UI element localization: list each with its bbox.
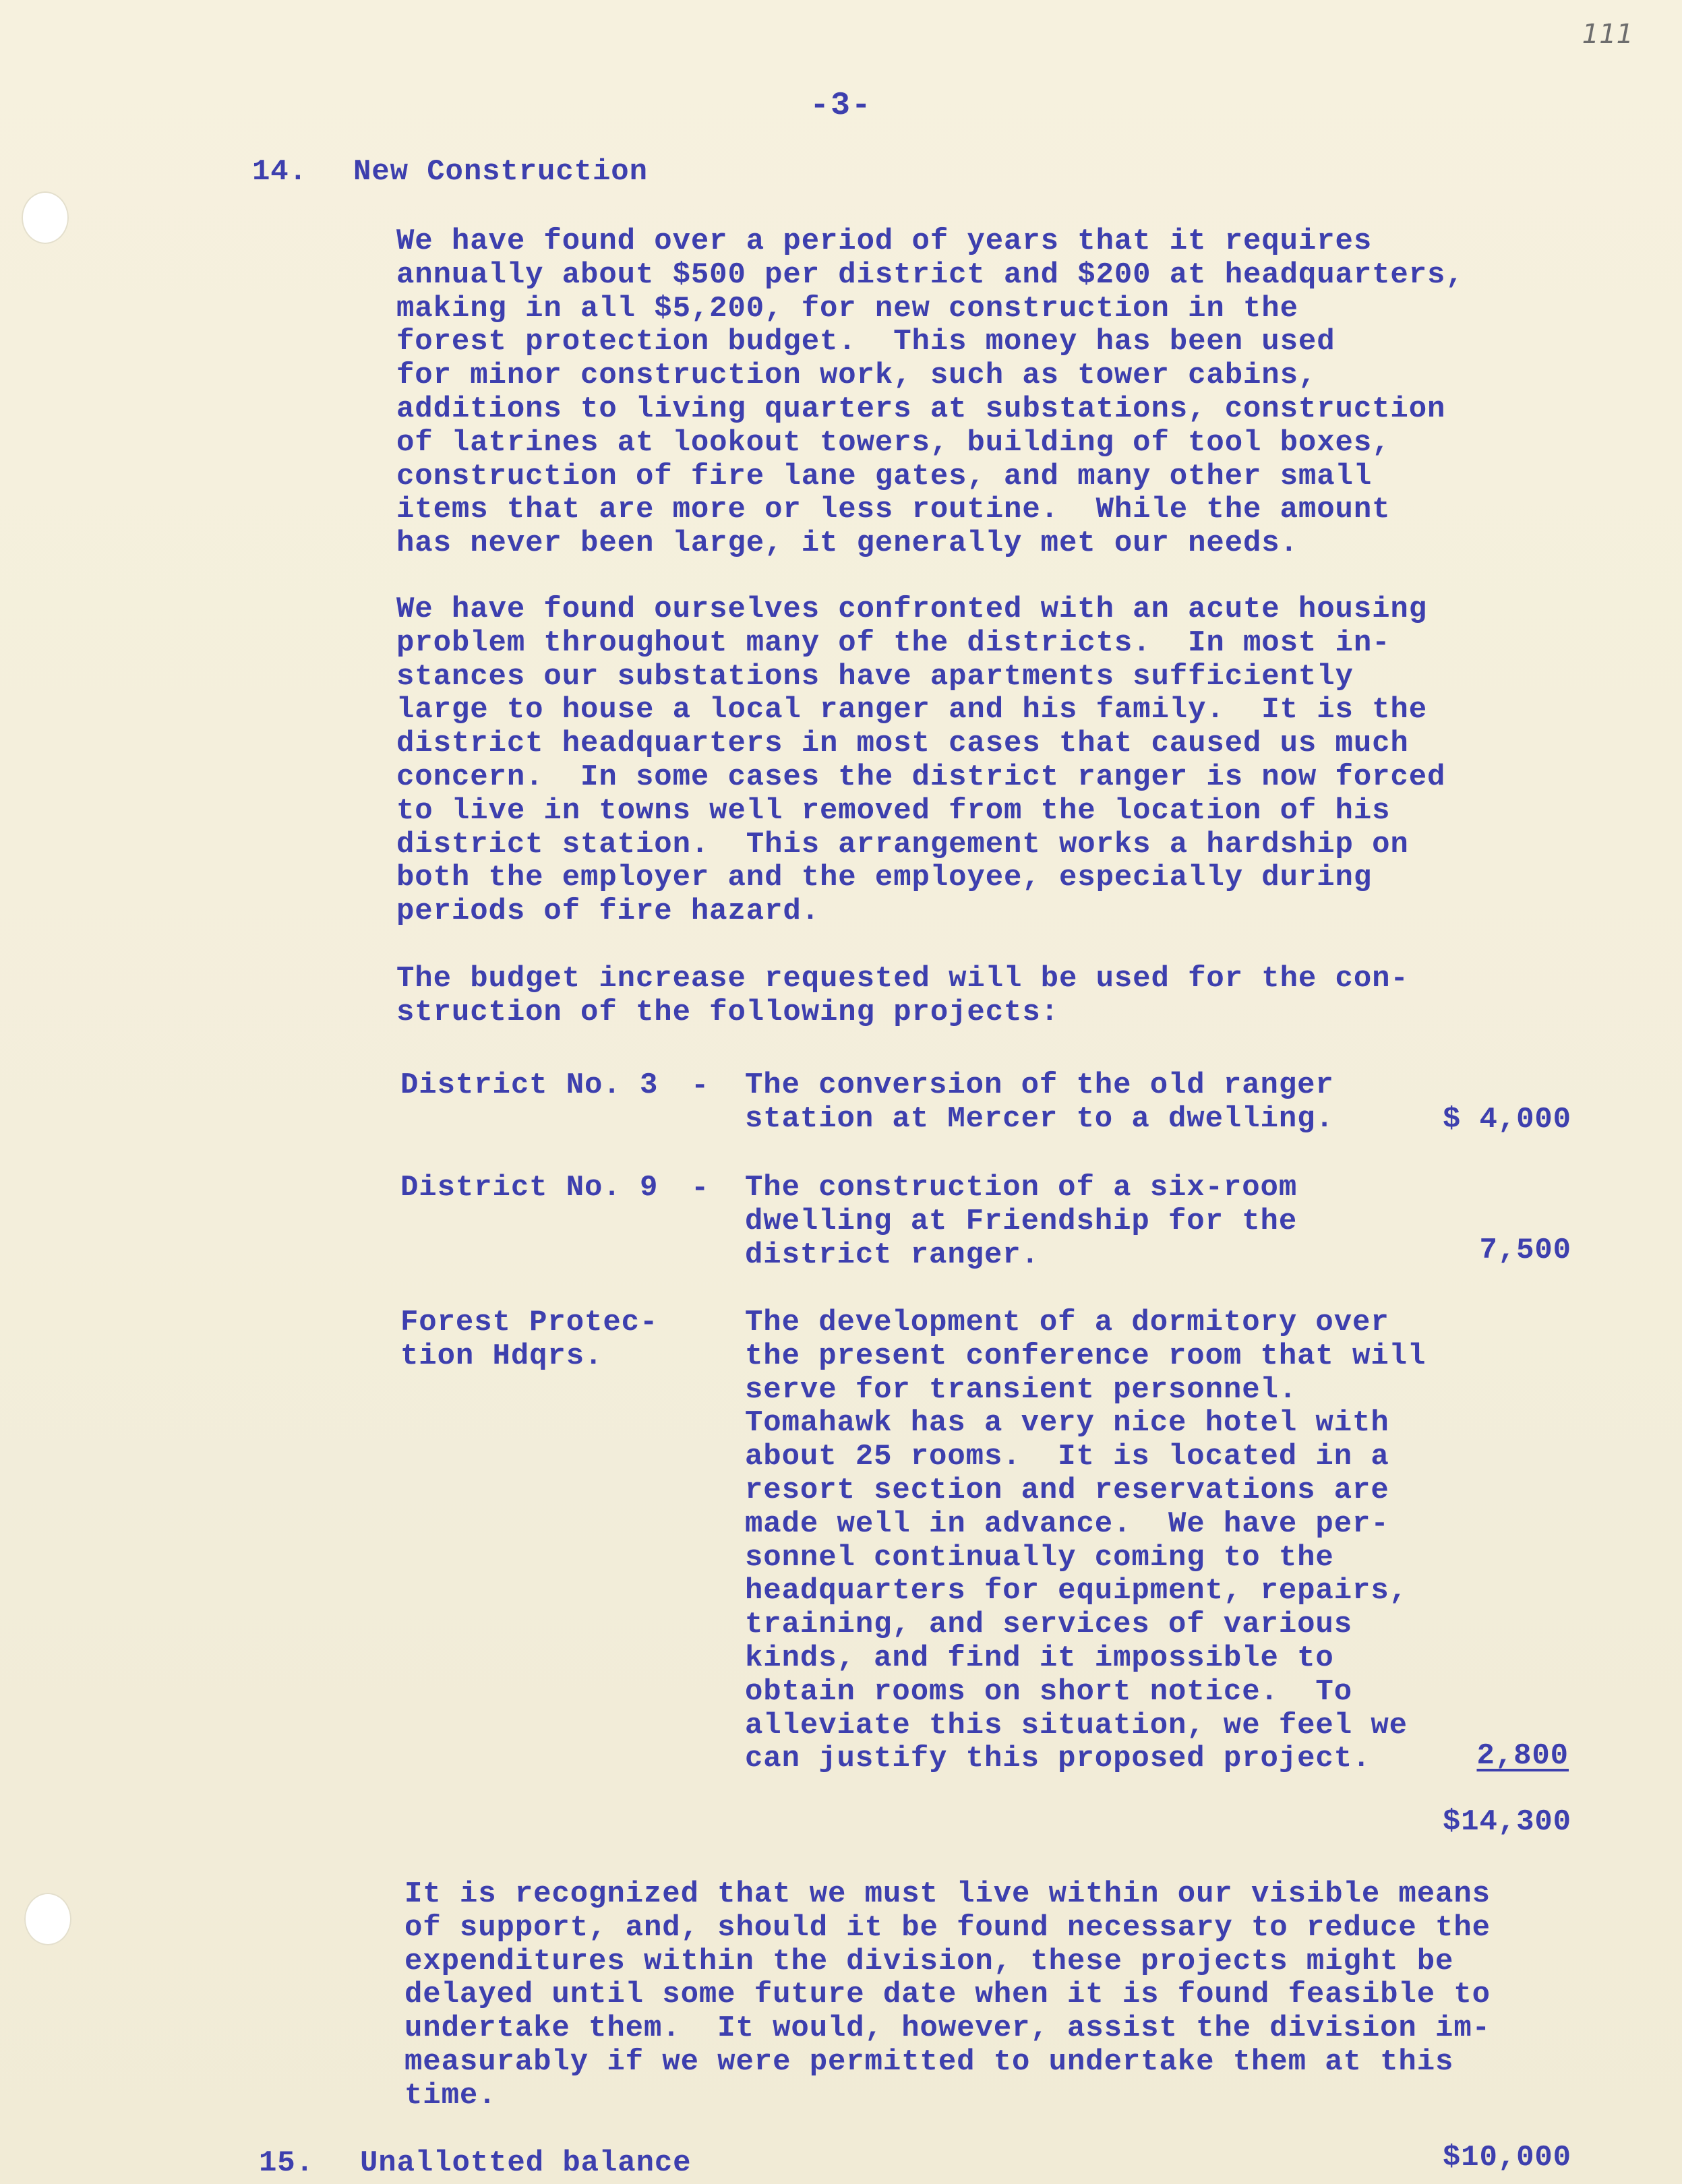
project-label-district-3: District No. 3 (400, 1068, 659, 1102)
project-dash-district-3: - (691, 1069, 709, 1103)
project-desc-district-3: The conversion of the old ranger station at Mercer to a dwelling. (745, 1068, 1334, 1136)
section-15-title: Unallotted balance (360, 2146, 692, 2180)
projects-total: $14,300 (1442, 1805, 1571, 1839)
section-14-number: 14. (252, 155, 307, 189)
project-desc-district-9: The construction of a six-room dwelling at Friendship for the district ranger. (745, 1171, 1298, 1272)
project-label-district-9: District No. 9 (400, 1171, 659, 1205)
project-amount-district-9: 7,500 (1479, 1234, 1571, 1267)
project-dash-district-9: - (691, 1172, 709, 1205)
punch-hole-bottom (24, 1893, 71, 1945)
paragraph-2: We have found ourselves confronted with an acute housing problem throughout many of the districts. In most in- stances our substations have apartments sufficiently large to house a local ranger and his family. It is the district headquarters in most cases that caused us much concern. In some cases the district ranger is now forced to live in towns well removed from the location of his district station. This arrangement works a hardship on both the employer and the employee, especially during periods of fire hazard. (396, 593, 1446, 929)
paragraph-4: It is recognized that we must live within our visible means of support, and, should it be found necessary to reduce the expenditures within the division, these projects might be delayed until some future date when it is found feasible to undertake them. It would, however, assist the division im- measurably if we were permitted to undertake them at this time. (404, 1877, 1491, 2113)
project-amount-forest-hdqrs: 2,800 (1476, 1739, 1569, 1773)
section-15-number: 15. (259, 2146, 314, 2180)
section-14-title: New Construction (353, 155, 648, 189)
paragraph-3: The budget increase requested will be used for the con- struction of the following projects: (396, 962, 1409, 1029)
punch-hole-top (22, 191, 69, 244)
folio-number: 111 (1582, 19, 1633, 50)
page-number: -3- (810, 88, 872, 124)
project-desc-forest-hdqrs: The development of a dormitory over the present conference room that will serve for transient personnel. Tomahawk has a very nice hotel with about 25 rooms. It is located in a resort section and reservations are made well in advance. We have per- sonnel continually coming to the headquarters for equipment, repairs, training, and services of various kinds, and find it impossible to obtain rooms on short notice. To alleviate this situation, we feel we can justify this proposed project. (745, 1306, 1426, 1776)
project-label-forest-hdqrs: Forest Protec- tion Hdqrs. (400, 1306, 659, 1373)
section-15-amount: $10,000 (1442, 2141, 1571, 2175)
paragraph-1: We have found over a period of years that it requires annually about $500 per district and $200 at headquarters, making in all $5,200, for new construction in the forest protection budget. This money has been used for minor construction work, such as tower cabins, additions to living quarters at substations, construction of latrines at lookout towers, building of tool boxes, construction of fire lane gates, and many other small items that are more or less routine. While the amount has never been large, it generally met our needs. (396, 224, 1464, 561)
project-amount-district-3: $ 4,000 (1442, 1103, 1571, 1136)
